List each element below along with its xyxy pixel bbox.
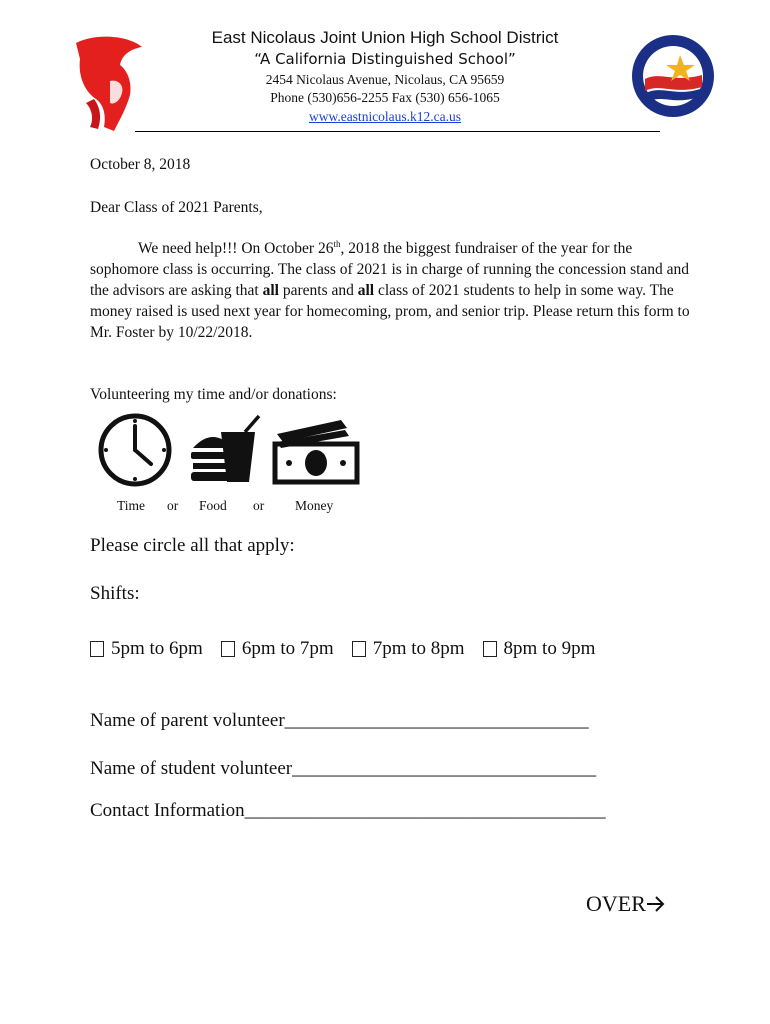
or-label: or: [253, 498, 265, 513]
shift-checkbox[interactable]: [483, 641, 497, 657]
header-divider: [135, 131, 660, 132]
salutation: Dear Class of 2021 Parents,: [90, 199, 263, 216]
shift-label: 6pm to 7pm: [241, 638, 334, 659]
school-motto: “A California Distinguished School”: [254, 50, 516, 68]
website-link[interactable]: www.eastnicolaus.k12.ca.us: [308, 109, 462, 124]
over-label: OVER: [586, 891, 646, 916]
arrow-right-icon: [646, 895, 666, 913]
district-name: East Nicolaus Joint Union High School District: [211, 28, 559, 47]
clock-icon: [101, 416, 169, 484]
parent-volunteer-field[interactable]: Name of parent volunteer________________________________: [90, 710, 589, 731]
shift-checkbox[interactable]: [352, 641, 366, 657]
or-label: or: [167, 498, 179, 513]
school-phone: Phone (530)656-2255 Fax (530) 656-1065: [270, 90, 500, 105]
circle-instruction: Please circle all that apply:: [90, 535, 295, 556]
student-volunteer-field[interactable]: Name of student volunteer________________________________: [90, 758, 597, 779]
shift-options: [90, 638, 595, 660]
contact-information-field[interactable]: Contact Information______________________________________: [90, 800, 606, 821]
shift-option[interactable]: [352, 638, 465, 660]
letter-body: We need help!!! On October 26th, 2018 the biggest fundraiser of the year for the sophomore class is occurring. The class of 2021 is in charge of running the concession stand and the advisors are asking that all parents and all class of 2021 students to help in some way. The money raised is used next year for homecoming, prom, and senior trip. Please return this form to Mr. Foster by 10/22/2018.: [90, 238, 690, 341]
donation-icons: [95, 412, 365, 497]
letter-date: October 8, 2018: [90, 156, 191, 173]
time-label: Time: [117, 498, 146, 513]
school-address: 2454 Nicolaus Avenue, Nicolaus, CA 95659: [265, 72, 505, 87]
shifts-label: Shifts:: [90, 583, 140, 604]
shift-label: 5pm to 6pm: [111, 638, 203, 659]
distinguished-school-seal: [630, 33, 716, 124]
shift-checkbox[interactable]: [221, 641, 235, 657]
shift-option[interactable]: [483, 638, 596, 660]
shift-label: 8pm to 9pm: [503, 638, 596, 659]
over-indicator: [586, 891, 666, 917]
shift-option[interactable]: [221, 638, 334, 660]
money-icon: [275, 420, 357, 482]
food-label: Food: [199, 498, 227, 513]
shift-option[interactable]: [90, 638, 203, 660]
volunteer-label: Volunteering my time and/or donations:: [90, 386, 337, 403]
shift-label: 7pm to 8pm: [372, 638, 465, 659]
food-icon: [191, 416, 259, 482]
money-label: Money: [295, 498, 334, 513]
shift-checkbox[interactable]: [90, 641, 104, 657]
